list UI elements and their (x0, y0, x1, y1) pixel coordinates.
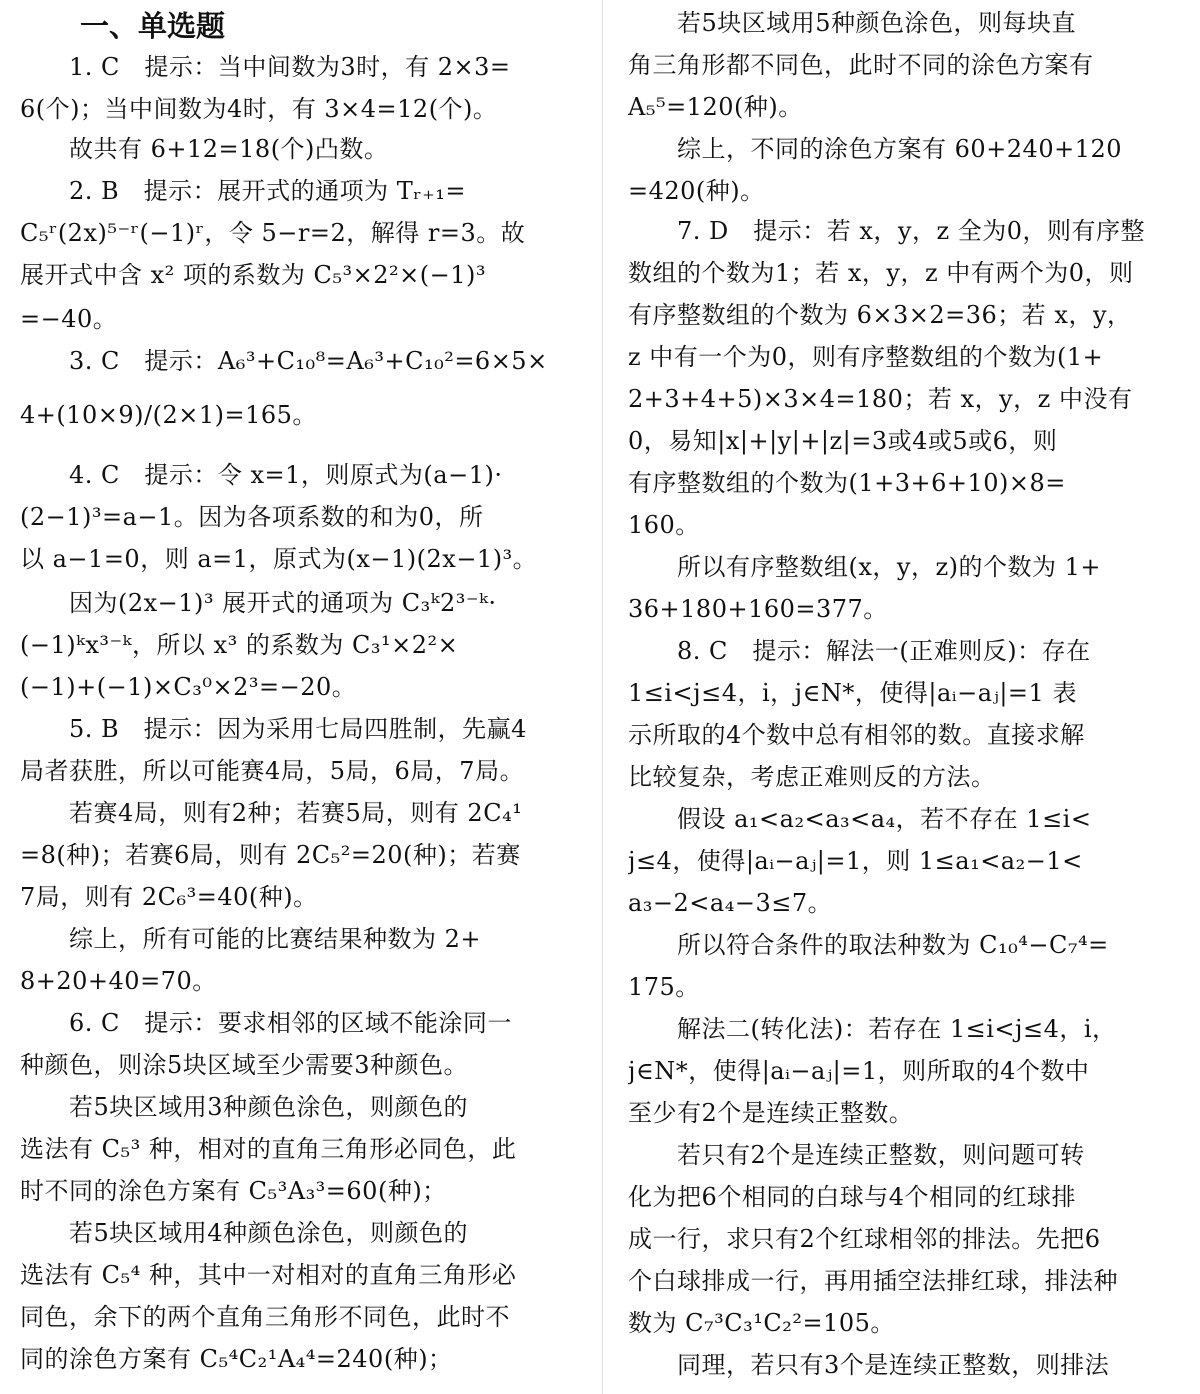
text-line: 种颜色，则涂5块区域至少需要3种颜色。 (20, 1051, 469, 1079)
text-line: 有序整数组的个数为 6×3×2=36；若 x，y， (628, 301, 1132, 329)
text-line: 若赛4局，则有2种；若赛5局，则有 2C₄¹ (20, 799, 523, 827)
text-line: 选法有 C₅⁴ 种，其中一对相对的直角三角形必 (20, 1261, 517, 1289)
text-line: C₅ʳ(2x)⁵⁻ʳ(−1)ʳ，令 5−r=2，解得 r=3。故 (20, 219, 526, 247)
text-line: 4. C 提示：令 x=1，则原式为(a−1)· (20, 461, 503, 489)
text-line: 4+(10×9)/(2×1)=165。 (20, 401, 317, 429)
section-title: 一、单选题 (80, 9, 226, 43)
text-line: 所以有序整数组(x，y，z)的个数为 1+ (628, 553, 1101, 581)
text-line: 综上，所有可能的比赛结果种数为 2+ (20, 925, 482, 953)
text-line: 3. C 提示：A₆³+C₁₀⁸=A₆³+C₁₀²=6×5× (20, 347, 548, 375)
text-line: 同的涂色方案有 C₅⁴C₂¹A₄⁴=240(种)； (20, 1345, 453, 1373)
text-line: 比较复杂，考虑正难则反的方法。 (628, 763, 996, 791)
text-line: 至少有2个是连续正整数。 (628, 1099, 914, 1127)
text-line: 选法有 C₅³ 种，相对的直角三角形必同色，此 (20, 1135, 517, 1163)
text-line: 36+180+160=377。 (628, 595, 888, 623)
text-line: (−1)+(−1)×C₃⁰×2³=−20。 (20, 673, 357, 701)
text-line: 8. C 提示：解法一(正难则反)：存在 (628, 637, 1091, 665)
text-line: 6. C 提示：要求相邻的区域不能涂同一 (20, 1009, 512, 1037)
text-line: (−1)ᵏx³⁻ᵏ，所以 x³ 的系数为 C₃¹×2²× (20, 631, 459, 659)
text-line: 示所取的4个数中总有相邻的数。直接求解 (628, 721, 1085, 749)
divider (602, 0, 603, 1394)
text-line: 化为把6个相同的白球与4个相同的红球排 (628, 1183, 1077, 1211)
text-line: =8(种)；若赛6局，则有 2C₅²=20(种)；若赛 (20, 841, 521, 869)
text-line: =−40。 (20, 305, 118, 333)
text-line: 角三角形都不同色，此时不同的涂色方案有 (628, 51, 1094, 79)
text-line: 同理，若只有3个是连续正整数，则排法 (628, 1351, 1110, 1379)
text-line: 1. C 提示：当中间数为3时，有 2×3= (20, 53, 511, 81)
text-line: 假设 a₁<a₂<a₃<a₄，若不存在 1≤i< (628, 805, 1092, 833)
text-line: =420(种)。 (628, 177, 765, 205)
text-line: 175。 (628, 973, 700, 1001)
text-line: 2. B 提示：展开式的通项为 Tᵣ₊₁= (20, 177, 467, 205)
text-line: 所以符合条件的取法种数为 C₁₀⁴−C₇⁴= (628, 931, 1109, 959)
text-line: a₃−2<a₄−3≤7。 (628, 889, 833, 917)
text-line: 个白球排成一行，再用插空法排红球，排法种 (628, 1267, 1118, 1295)
text-line: 时不同的涂色方案有 C₅³A₃³=60(种)； (20, 1177, 447, 1205)
text-line: 若5块区域用5种颜色涂色，则每块直 (628, 9, 1077, 37)
text-line: j∈N*，使得|aᵢ−aⱼ|=1，则所取的4个数中 (628, 1057, 1090, 1085)
text-line: 5. B 提示：因为采用七局四胜制，先赢4 (20, 715, 527, 743)
text-line: 成一行，求只有2个红球相邻的排法。先把6 (628, 1225, 1101, 1253)
text-line: 数组的个数为1；若 x，y，z 中有两个为0，则 (628, 259, 1134, 287)
text-line: 解法二(转化法)：若存在 1≤i<j≤4，i， (628, 1015, 1117, 1043)
text-line: 数为 C₇³C₃¹C₂²=105。 (628, 1309, 895, 1337)
text-line: z 中有一个为0，则有序整数组的个数为(1+ (628, 343, 1104, 371)
text-line: 综上，不同的涂色方案有 60+240+120 (628, 135, 1123, 163)
text-line: 0，易知|x|+|y|+|z|=3或4或5或6，则 (628, 427, 1058, 455)
text-line: 160。 (628, 511, 700, 539)
text-line: 8+20+40=70。 (20, 967, 217, 995)
text-line: 展开式中含 x² 项的系数为 C₅³×2²×(−1)³ (20, 261, 486, 289)
text-line: (2−1)³=a−1。因为各项系数的和为0，所 (20, 503, 484, 531)
text-line: 因为(2x−1)³ 展开式的通项为 C₃ᵏ2³⁻ᵏ· (20, 589, 497, 617)
text-line: 故共有 6+12=18(个)凸数。 (20, 135, 389, 163)
text-line: 局者获胜，所以可能赛4局，5局，6局，7局。 (20, 757, 525, 785)
text-line: 有序整数组的个数为(1+3+6+10)×8= (628, 469, 1066, 497)
text-line: 以 a−1=0，则 a=1，原式为(x−1)(2x−1)³。 (20, 545, 538, 573)
text-line: j≤4，使得|aᵢ−aⱼ|=1，则 1≤a₁<a₂−1< (628, 847, 1083, 875)
text-line: 若5块区域用4种颜色涂色，则颜色的 (20, 1219, 469, 1247)
text-line: 7局，则有 2C₆³=40(种)。 (20, 883, 318, 911)
text-line: 同色，余下的两个直角三角形不同色，此时不 (20, 1303, 510, 1331)
text-line: A₅⁵=120(种)。 (628, 93, 803, 121)
text-line: 若只有2个是连续正整数，则问题可转 (628, 1141, 1085, 1169)
text-line: 7. D 提示：若 x，y，z 全为0，则有序整 (628, 217, 1146, 245)
text-line: 2+3+4+5)×3×4=180；若 x，y，z 中没有 (628, 385, 1133, 413)
text-line: 6(个)；当中间数为4时，有 3×4=12(个)。 (20, 95, 498, 123)
text-line: 若5块区域用3种颜色涂色，则颜色的 (20, 1093, 469, 1121)
text-line: 1≤i<j≤4，i，j∈N*，使得|aᵢ−aⱼ|=1 表 (628, 679, 1077, 707)
